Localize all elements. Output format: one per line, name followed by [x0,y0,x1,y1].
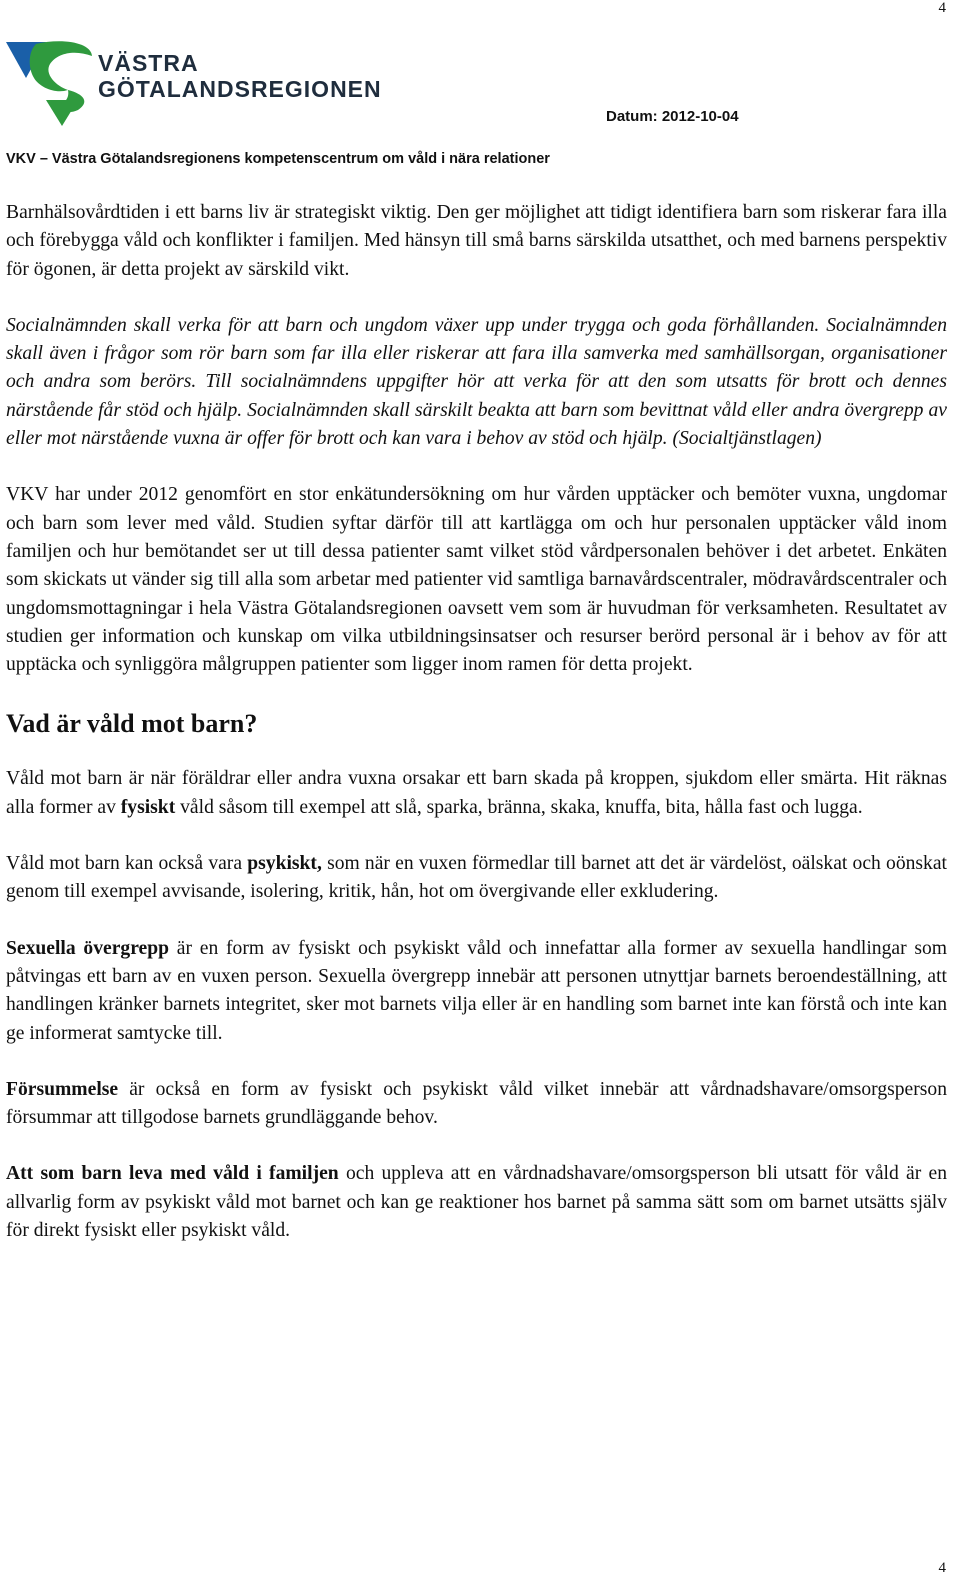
paragraph-witnessing-violence [6,1160,947,1245]
logo-line-1: VÄSTRA [98,50,199,76]
text-segment: Våld mot barn är när föräldrar eller andra vuxna orsakar ett barn skada på kroppen, sjukdom eller smärta. Hit räknas alla former av [6,768,947,818]
text-segment: våld såsom till exempel att slå, sparka, bränna, skaka, knuffa, bita, hålla fast och lugga. [175,796,863,818]
paragraph-psychological-violence [6,850,947,907]
paragraph-barnhalsovard: Barnhälsovårdtiden i ett barns liv är strategiskt viktig. Den ger möjlighet att tidigt identifiera barn som riskerar fara illa och förebygga våld och konflikter i familjen. Med hänsyn till små barns särskilda utsatthet, och med barnens perspektiv för ögonen, är detta projekt av särskild vikt. [6,202,947,280]
organization-line: VKV – Västra Götalandsregionens kompetenscentrum om våld i nära relationer [6,151,550,167]
vgr-logo [6,38,416,128]
document-date: Datum: 2012-10-04 [606,108,739,125]
text-segment: Våld mot barn kan också vara [6,853,248,875]
section-heading: Vad är våld mot barn? [6,709,258,739]
term-psychological: psykiskt, [247,853,322,875]
logo-line-2: GÖTALANDSREGIONEN [98,76,382,102]
paragraph-vkv-survey: VKV har under 2012 genomfört en stor enkätundersökning om hur vården upptäcker och bemöter vuxna, ungdomar och barn som lever med våld. Studien syftar därför till att kartlägga om och hur personalen upptäcker våld inom familjen och hur bemötandet ser ut till dessa patienter samt vilket stöd vårdpersonalen behöver i det arbetet. Enkäten som skickats ut vänder sig till alla som arbetar med patienter vid samtliga barnavårdscentraler, mödravårdscentraler och ungdomsmottagningar i hela Västra Götalandsregionen oavsett vem som är huvudman för verksamheten. Resultatet av studien ger information och kunskap om vilka utbildningsinsatser och resurser berörd personal är i behov av för att upptäcka och synliggöra målgruppen patienter som ligger inom ramen för detta projekt. [6,484,947,676]
text-segment: som när en vuxen förmedlar till barnet att det är värdelöst, oälskat och oönskat genom till exempel avvisande, isolering, kritik, hån, hot om övergivande eller exkludering. [6,853,947,903]
term-witnessing: Att som barn leva med våld i familjen [6,1163,339,1185]
paragraph-neglect [6,1076,947,1133]
page-number-top: 4 [938,0,946,16]
paragraph-socialtjanstlagen: Socialnämnden skall verka för att barn och ungdom växer upp under trygga och goda förhållanden. Socialnämnden skall även i frågor som rör barn som far illa eller riskerar att fara illa samverka med samhällsorgan, organisationer och andra som berörs. Till socialnämndens uppgifter hör att verka för att den som utsatts för brott och dennes närstående får stöd och hjälp. Socialnämnden skall särskilt beakta att barn som bevittnat våld eller andra övergrepp av eller mot närstående vuxna är offer för brott och kan vara i behov av stöd och hjälp. (Socialtjänstlagen) [6,314,947,450]
term-sexual-abuse: Sexuella övergrepp [6,937,170,959]
document-header [6,38,952,178]
term-neglect: Försummelse [6,1078,119,1100]
paragraph-sexual-abuse [6,935,947,1048]
text-segment: är en form av fysiskt och psykiskt våld och innefattar alla former av sexuella handlingar som påtvingas ett barn av en vuxen person. Sexuella övergrepp innebär att personen utnyttjar barnets beroendeställning, att handlingen kränker barnets integritet, sker mot barnets vilja eller är en handling som barnet inte kan förstå och inte kan ge informerat samtycke till. [6,937,947,1044]
term-physical: fysiskt [120,796,176,818]
page-number-bottom: 4 [938,1560,946,1576]
vgr-logo-mark-icon [6,38,98,126]
logo-wordmark [98,50,382,102]
document-body [6,199,947,1273]
paragraph-physical-violence [6,765,947,822]
text-segment: och uppleva att en vårdnadshavare/omsorgsperson bli utsatt för våld är en allvarlig form av psykiskt våld mot barnet och kan ge reaktioner hos barnet på samma sätt som om barnet utsätts själv för direkt fysiskt eller psykiskt våld. [6,1163,947,1242]
text-segment: är också en form av fysiskt och psykiskt våld vilket innebär att vårdnadshavare/omsorgsperson försummar att tillgodose barnets grundläggande behov. [6,1078,947,1129]
